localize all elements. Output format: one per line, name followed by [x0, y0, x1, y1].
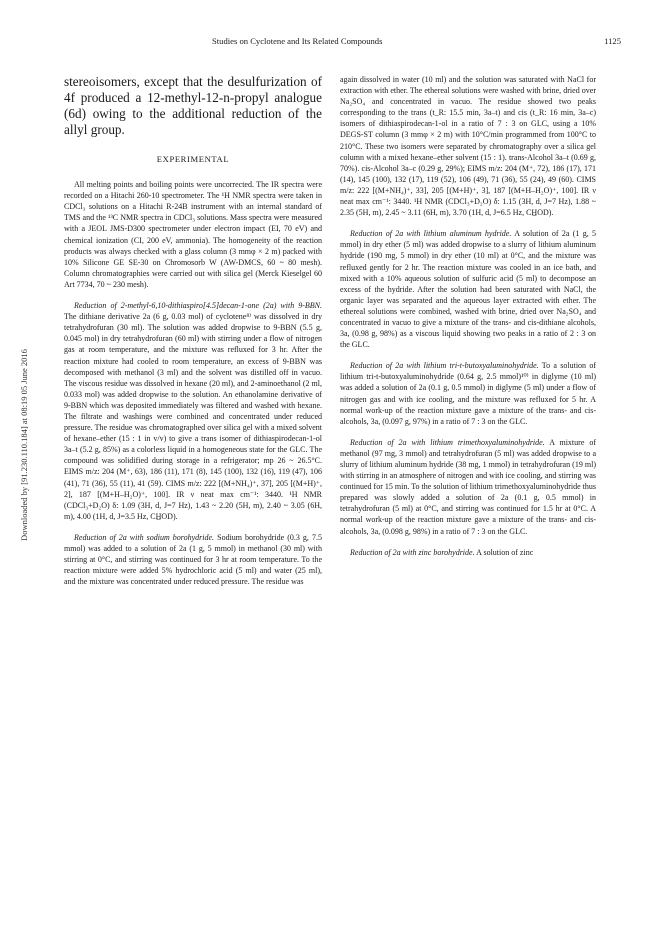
section-heading-experimental: EXPERIMENTAL: [156, 154, 230, 164]
procedure-nabh4-body: Sodium borohydride (0.3 g, 7.5 mmol) was added to a solution of 2a (1 g, 5 mmol) in methanol (30 ml) with stirring at 0°C, and stirring was continued for 3 hr at room temperature. To the reaction mixture were added 5% hydrochloric acid (5 ml) and water (25 ml), and the mixture was concentrated under reduced pressure. The residue was: [64, 532, 322, 587]
procedure-lah-paragraph: [340, 228, 596, 350]
left-column: [64, 74, 322, 587]
procedure-nabh4-paragraph: [64, 532, 322, 587]
procedure-znbh4-body: A solution of zinc: [474, 547, 534, 557]
right-column: [340, 74, 596, 558]
procedure-lah-body: A solution of 2a (1 g, 5 mmol) in dry ether (5 ml) was added dropwise to a slurry of lithium aluminum hydride (190 mg, 5 mmol) in dry ether (10 ml) at 0°C, and the mixture was refluxed gently for 2 hr. The reaction mixture was cooled in an ice bath, and mixed with a 10% aqueous solution of sulfuric acid (5 ml) to decompose an excess of the hydride. After the solution had been saturated with NaCl, the organic layer was separated and the aqueous layer extracted with ether. The ethereal solutions were combined, washed with brine, dried over Na₂SO₄ and concentrated in vacuo to give a mixture of the trans- and cis-dithiane alcohols, 3a, (0.98 g, 98%) as a viscous liquid showing two peaks in a ratio of 2 : 3 on the GLC.: [340, 229, 596, 350]
procedure-9bbn-body: The dithiane derivative 2a (6 g, 0.03 mol) of cyclotene⁸⁾ was dissolved in dry tetrahydrofuran (30 ml). The solution was added dropwise to 9-BBN (5.5 g, 0.045 mol) in dry tetrahydrofuran (60 ml) with stirring under a flow of nitrogen gas at room temperature, and the mixture was refluxed for 3 hr. After the reaction mixture had cooled to room temperature, an excess of 9-BBN was decomposed with methanol (3 ml) and the solvent was distilled off in vacuo. The viscous residue was dissolved in hexane (20 ml), and 2-aminoethanol (2 ml, 0.033 mol) was added dropwise to the solution. An ethanolamine derivative of 9-BBN which was deposited immediately was filtered and washed with hexane. The filtrate and washings were combined and concentrated under reduced pressure. The residue was chromatographed over silica gel with a mixed solvent of hexane–ether (15 : 1 in v/v) to give a trans isomer of dithiaspirodecan-1-ol 3a–t (5.2 g, 85%) as a colorless liquid in a homogeneous state for the GLC. The compound was solidified during storage in a refrigerator; mp 26 ~ 26.5°C. EIMS m/z: 204 (M⁺, 63), 186 (11), 171 (8), 145 (100), 132 (16), 119 (47), 106 (41), 71 (36), 55 (11), 41 (59). CIMS m/z: 222 [(M+NH₄)⁺, 37], 205 [(M+H)⁺, 2], 187 [(M+H–H₂O)⁺, 100]. IR ν neat max cm⁻¹: 3440. ¹H NMR (CDCl₃+D₂O) δ: 1.09 (3H, d, J=7 Hz), 1.43 ~ 2.20 (5H, m), 2.40 ~ 3.05 (6H, m), 4.00 (1H, d, J=3.5 Hz, CH̲OD).: [64, 312, 322, 521]
running-title: Studies on Cyclotene and Its Related Compounds: [212, 36, 383, 46]
running-header: [0, 36, 657, 50]
continued-paragraph: again dissolved in water (10 ml) and the solution was saturated with NaCl for extraction with ether. The ethereal solutions were washed with brine, dried over Na₂SO₄ and concentrated in vacuo. The residue showed two peaks corresponding to the trans (t_R: 15.5 min, 3a–t) and cis (t_R: 16 min, 3a–c) isomers of dithiaspirodecan-1-ol in a ratio of 7 : 3 on GLC, using a 10% DEGS-ST column (3 mmφ × 2 m) with 10°C/min programmed from 100°C to 210°C. These two isomers were separated by chromatography over a silica gel column with a mixed hexane–ether solvent (15 : 1). trans-Alcohol 3a–t (0.69 g, 70%). cis-Alcohol 3a–c (0.29 g, 29%); EIMS m/z: 204 (M⁺, 72), 186 (17), 171 (14), 145 (100), 132 (17), 119 (52), 106 (49), 71 (36), 55 (24), 49 (60). CIMS m/z: 222 [(M+NH₄)⁺, 33], 205 [(M+H)⁺, 3], 187 [(M+H–H₂O)⁺, 100]. IR ν neat max cm⁻¹: 3440. ¹H NMR (CDCl₃+D₂O) δ: 1.15 (3H, d, J=7 Hz), 1.88 ~ 2.35 (5H, m), 2.45 ~ 3.11 (6H, m), 3.70 (1H, d, J=6.5 Hz, CH̲OD).: [340, 75, 596, 218]
procedure-tmah-body: A mixture of methanol (97 mg, 3 mmol) and tetrahydrofuran (5 ml) was added dropwise to a slurry of lithium aluminum hydride (38 mg, 1 mmol) in tetrahydrofuran (19 ml) with stirring in an atmosphere of nitrogen and with ice cooling, and stirring was continued for 15 min. To the solution of lithium trimethoxyaluminohydride thus prepared was slowly added a solution of 2a (0.1 g, 0.5 mmol) in tetrahydrofuran (5 ml) at 0°C, and stirring was continued for 1.5 hr at 0°C. A normal work-up of the reaction mixture gave a mixture of the trans- and cis-alcohols, 3a, (0.098 g, 98%) in a ratio of 7 : 3 on the GLC.: [340, 437, 596, 536]
procedure-9bbn-paragraph: [64, 300, 322, 522]
procedure-znbh4-paragraph: [340, 547, 596, 558]
procedure-ttboah-title: Reduction of 2a with lithium tri-t-butoxyaluminohydride.: [350, 361, 539, 371]
procedure-znbh4-title: Reduction of 2a with zinc borohydride.: [350, 547, 475, 557]
download-watermark: [14, 240, 32, 660]
procedure-ttboah-paragraph: [340, 360, 596, 427]
general-methods-paragraph: All melting points and boiling points were uncorrected. The IR spectra were recorded on a Hitachi 260-10 spectrometer. The ¹H NMR spectra were taken in CDCl₃ solutions on a Hitachi R-24B instrument with an internal standard of TMS and the ¹³C NMR spectra in CDCl₃ solutions. Mass spectra were measured with a JEOL JMS-D300 spectrometer under electron impact (EI, 70 eV) and chemical ionization (CI, 200 eV, ammonia). The homogeneity of the reaction products was always checked with a glass column (3 mmφ × 2 m) packed with 10% Silicone GE SE-30 on Chromosorb W (AW-DMCS, 60 ~ 80 mesh). Column chromatographies were carried out with silica gel (Merck Kieselgel 60 Art 7734, 70 ~ 230 mesh).: [64, 180, 322, 289]
procedure-9bbn-title: Reduction of 2-methyl-6,10-dithiaspiro[4.5]decan-1-one (2a) with 9-BBN.: [74, 301, 322, 311]
download-watermark-text: Downloaded by [91.230.110.184] at 08:19 05 June 2016: [19, 349, 29, 541]
procedure-tmah-title: Reduction of 2a with lithium trimethoxyaluminohydride.: [350, 437, 545, 447]
lead-paragraph: stereoisomers, except that the desulfurization of 4f produced a 12-methyl-12-n-propyl analogue (6d) owing to the additional reduction of the allyl group.: [64, 74, 322, 137]
procedure-lah-title: Reduction of 2a with lithium aluminum hydride.: [350, 229, 512, 239]
procedure-nabh4-title: Reduction of 2a with sodium borohydride.: [74, 532, 215, 542]
procedure-ttboah-body: To a solution of lithium tri-t-butoxyaluminohydride (0.64 g, 2.5 mmol)¹⁰⁾ in diglyme (10 ml) was added a solution of 2a (0.1 g, 0.5 mmol) in diglyme (5 ml) under a flow of nitrogen gas and with ice cooling, and the mixture was refluxed for 5 hr. A normal work-up of the reaction mixture gave a mixture of the trans- and cis-alcohols, 3a, (0.097 g, 97%) in a ratio of 7 : 3 on the GLC.: [340, 361, 596, 426]
procedure-tmah-paragraph: [340, 437, 596, 537]
page-number: 1125: [604, 36, 621, 46]
